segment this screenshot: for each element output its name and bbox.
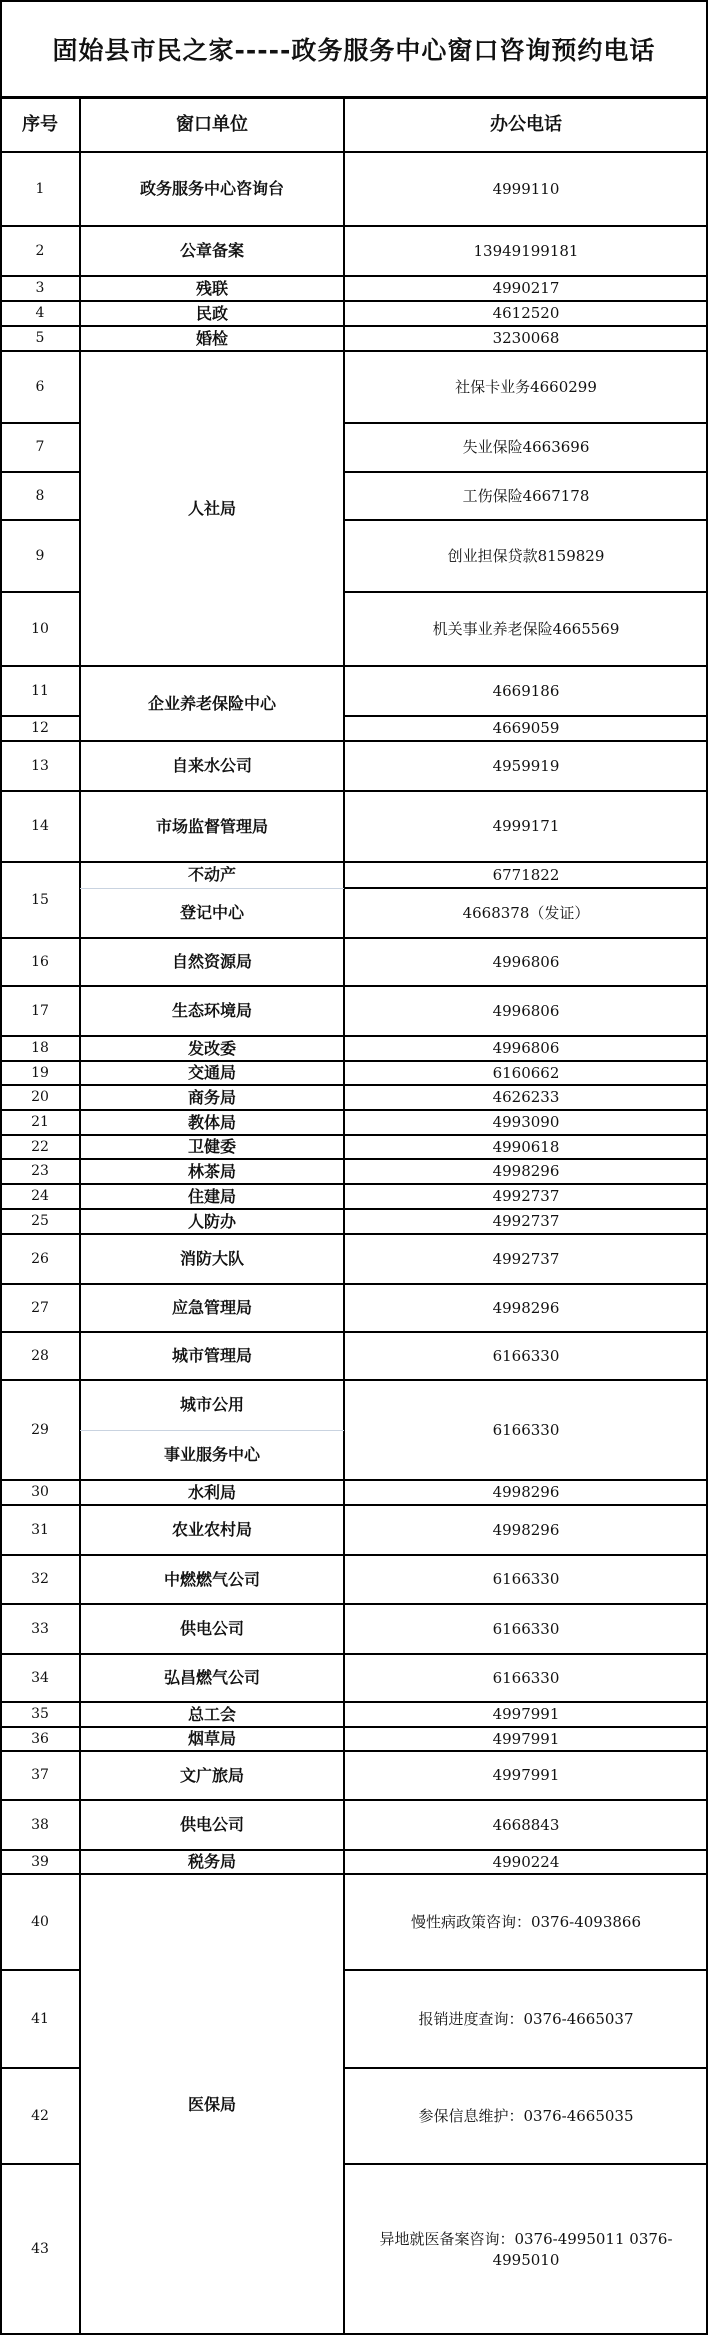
table-gridline xyxy=(344,1701,708,1703)
table-gridline xyxy=(0,591,80,593)
table-gridline xyxy=(344,275,708,277)
row-phone: 机关事业养老保险4665569 xyxy=(432,619,620,638)
table-gridline xyxy=(0,1849,80,1851)
row-seq: 19 xyxy=(31,1064,49,1081)
table-gridline xyxy=(0,1479,80,1481)
table-gridline xyxy=(344,300,708,302)
row-seq: 10 xyxy=(31,620,49,637)
row-unit: 交通局 xyxy=(187,1063,236,1083)
row-unit: 应急管理局 xyxy=(171,1298,252,1318)
row-unit: 登记中心 xyxy=(179,903,244,923)
row-unit: 公章备案 xyxy=(179,241,244,261)
table-gridline xyxy=(0,422,80,424)
row-unit: 卫健委 xyxy=(187,1137,236,1157)
table-gridline xyxy=(80,790,344,792)
table-gridline xyxy=(344,1283,708,1285)
row-unit: 烟草局 xyxy=(187,1729,236,1749)
table-gridline xyxy=(344,1969,708,1971)
table-gridline xyxy=(343,98,345,2335)
row-seq: 43 xyxy=(31,2241,49,2258)
row-phone: 4992737 xyxy=(492,1212,560,1231)
table-gridline xyxy=(0,1653,80,1655)
table-gridline xyxy=(344,1084,708,1086)
row-phone: 参保信息维护：0376-4665035 xyxy=(418,2106,634,2125)
row-seq: 6 xyxy=(35,378,45,395)
table-gridline xyxy=(80,325,344,327)
row-phone: 失业保险4663696 xyxy=(462,438,590,457)
table-gridline xyxy=(80,665,344,667)
table-gridline xyxy=(0,1060,80,1062)
table-gridline xyxy=(344,1873,708,1875)
table-gridline xyxy=(0,325,80,327)
row-seq: 39 xyxy=(31,1853,49,1870)
row-seq: 16 xyxy=(31,953,49,970)
table-gridline xyxy=(344,740,708,742)
row-unit: 税务局 xyxy=(187,1852,236,1872)
row-phone: 4999171 xyxy=(492,817,560,836)
row-unit: 自来水公司 xyxy=(171,756,252,776)
table-gridline xyxy=(79,98,81,2335)
row-unit: 城市管理局 xyxy=(171,1346,252,1366)
row-seq: 29 xyxy=(31,1421,49,1438)
table-gridline xyxy=(0,740,80,742)
row-unit: 发改委 xyxy=(187,1038,236,1058)
row-phone: 4998296 xyxy=(492,1520,560,1539)
row-phone: 4990217 xyxy=(492,279,560,298)
table-gridline xyxy=(0,1109,80,1111)
row-unit: 生态环境局 xyxy=(171,1001,252,1021)
row-seq: 27 xyxy=(31,1299,49,1316)
row-phone: 4997991 xyxy=(492,1729,560,1748)
row-phone: 4998296 xyxy=(492,1483,560,1502)
table-gridline xyxy=(0,1750,80,1752)
row-phone: 4668378（发证） xyxy=(462,903,590,922)
table-gridline xyxy=(344,1208,708,1210)
table-border-top xyxy=(0,97,708,99)
row-unit: 农业农村局 xyxy=(171,1520,252,1540)
row-unit: 城市公用 xyxy=(179,1395,244,1415)
row-seq: 26 xyxy=(31,1250,49,1267)
table-gridline xyxy=(80,740,344,742)
table-gridline xyxy=(344,1726,708,1728)
table-gridline xyxy=(344,1603,708,1605)
table-gridline xyxy=(344,1849,708,1851)
table-gridline xyxy=(0,300,80,302)
row-unit: 水利局 xyxy=(187,1482,236,1502)
row-phone: 4993090 xyxy=(492,1113,560,1132)
table-gridline xyxy=(0,937,80,939)
table-gridline xyxy=(344,1799,708,1801)
table-gridline xyxy=(80,1726,344,1728)
table-gridline xyxy=(80,1554,344,1556)
table-gridline xyxy=(80,1331,344,1333)
table-gridline xyxy=(80,985,344,987)
table-gridline xyxy=(0,1504,80,1506)
table-gridline xyxy=(0,1183,80,1185)
table-gridline xyxy=(80,350,344,352)
table-gridline xyxy=(80,1109,344,1111)
row-seq: 36 xyxy=(31,1730,49,1747)
row-seq: 13 xyxy=(31,757,49,774)
table-gridline xyxy=(0,665,80,667)
page-title: 固始县市民之家-----政务服务中心窗口咨询预约电话 xyxy=(0,0,708,98)
header-unit: 窗口单位 xyxy=(176,113,248,135)
row-phone: 4959919 xyxy=(492,756,560,775)
table-gridline xyxy=(344,325,708,327)
table-inner-divider xyxy=(80,888,344,889)
row-unit: 残联 xyxy=(195,278,228,298)
table-gridline xyxy=(80,1233,344,1235)
table-gridline xyxy=(80,937,344,939)
row-phone: 6166330 xyxy=(492,1619,560,1638)
table-gridline xyxy=(0,1969,80,1971)
table-gridline xyxy=(344,2067,708,2069)
row-unit: 医保局 xyxy=(187,2094,236,2114)
row-unit: 婚检 xyxy=(195,328,228,348)
table-gridline xyxy=(0,1379,80,1381)
row-phone: 6166330 xyxy=(492,1570,560,1589)
row-phone: 4990618 xyxy=(492,1137,560,1156)
table-gridline xyxy=(0,1158,80,1160)
table-gridline xyxy=(80,1603,344,1605)
row-phone: 慢性病政策咨询：0376-4093866 xyxy=(410,1912,642,1931)
table-gridline xyxy=(344,1134,708,1136)
table-gridline xyxy=(344,519,708,521)
row-seq: 38 xyxy=(31,1816,49,1833)
table-gridline xyxy=(0,1283,80,1285)
table-gridline xyxy=(0,1233,80,1235)
row-unit: 政务服务中心咨询台 xyxy=(139,179,284,199)
table-gridline xyxy=(344,1183,708,1185)
table-gridline xyxy=(0,275,80,277)
row-unit: 不动产 xyxy=(187,865,236,885)
table-gridline xyxy=(0,2163,80,2165)
row-seq: 9 xyxy=(35,547,45,564)
table-gridline xyxy=(80,1084,344,1086)
row-phone: 6166330 xyxy=(492,1346,560,1365)
table-gridline xyxy=(344,1750,708,1752)
table-gridline xyxy=(80,1750,344,1752)
table-gridline xyxy=(0,519,80,521)
table-gridline xyxy=(344,1233,708,1235)
table-gridline xyxy=(344,715,708,717)
table-gridline xyxy=(0,1208,80,1210)
row-unit: 人防办 xyxy=(187,1211,236,1231)
table-gridline xyxy=(344,887,708,889)
table-gridline xyxy=(0,861,80,863)
row-phone: 4626233 xyxy=(492,1088,560,1107)
table-border-left xyxy=(0,98,2,2335)
table-gridline xyxy=(344,1504,708,1506)
row-seq: 28 xyxy=(31,1347,49,1364)
row-unit: 民政 xyxy=(195,303,228,323)
table-gridline xyxy=(0,2067,80,2069)
row-phone: 4996806 xyxy=(492,1039,560,1058)
table-gridline xyxy=(80,861,344,863)
row-phone: 4998296 xyxy=(492,1298,560,1317)
row-phone: 4999110 xyxy=(492,179,560,198)
row-seq: 3 xyxy=(35,280,45,297)
row-phone: 4996806 xyxy=(492,952,560,971)
table-gridline xyxy=(80,1134,344,1136)
table-gridline xyxy=(344,1158,708,1160)
table-gridline xyxy=(0,715,80,717)
header-seq: 序号 xyxy=(22,113,58,135)
row-phone: 4996806 xyxy=(492,1001,560,1020)
row-seq: 5 xyxy=(35,330,45,347)
table-gridline xyxy=(0,985,80,987)
row-phone: 4992737 xyxy=(492,1187,560,1206)
row-unit: 消防大队 xyxy=(179,1249,244,1269)
row-unit: 企业养老保险中心 xyxy=(147,693,276,713)
table-gridline xyxy=(344,350,708,352)
row-phone: 4998296 xyxy=(492,1162,560,1181)
table-gridline xyxy=(80,1208,344,1210)
table-gridline xyxy=(80,1283,344,1285)
table-gridline xyxy=(344,1379,708,1381)
row-seq: 1 xyxy=(35,180,45,197)
row-seq: 2 xyxy=(35,242,45,259)
table-gridline xyxy=(0,1701,80,1703)
row-seq: 12 xyxy=(31,720,49,737)
row-phone: 4990224 xyxy=(492,1852,560,1871)
table-gridline xyxy=(0,225,80,227)
table-gridline xyxy=(0,350,80,352)
row-phone: 13949199181 xyxy=(473,241,579,260)
row-seq: 41 xyxy=(31,2010,49,2027)
table-gridline xyxy=(344,1554,708,1556)
row-phone: 创业担保贷款8159829 xyxy=(447,546,605,565)
row-seq: 22 xyxy=(31,1138,49,1155)
table-gridline xyxy=(80,1060,344,1062)
row-seq: 31 xyxy=(31,1521,49,1538)
table-gridline xyxy=(80,1653,344,1655)
row-seq: 15 xyxy=(31,891,49,908)
row-unit: 弘昌燃气公司 xyxy=(163,1668,260,1688)
row-phone: 4612520 xyxy=(492,304,560,323)
table-inner-divider xyxy=(80,1430,344,1431)
row-unit: 市场监督管理局 xyxy=(155,816,268,836)
row-seq: 21 xyxy=(31,1114,49,1131)
row-seq: 23 xyxy=(31,1163,49,1180)
row-seq: 17 xyxy=(31,1002,49,1019)
table-gridline xyxy=(344,861,708,863)
table-gridline xyxy=(80,1035,344,1037)
table-gridline xyxy=(344,422,708,424)
row-seq: 24 xyxy=(31,1188,49,1205)
row-seq: 34 xyxy=(31,1669,49,1686)
table-gridline xyxy=(0,1726,80,1728)
row-seq: 4 xyxy=(35,305,45,322)
table-gridline xyxy=(0,1603,80,1605)
table-gridline xyxy=(80,1849,344,1851)
row-phone: 4992737 xyxy=(492,1249,560,1268)
row-phone: 3230068 xyxy=(492,329,560,348)
table-gridline xyxy=(80,1183,344,1185)
table-gridline xyxy=(344,985,708,987)
row-seq: 8 xyxy=(35,487,45,504)
row-seq: 32 xyxy=(31,1571,49,1588)
row-phone: 4669059 xyxy=(492,719,560,738)
row-phone: 4669186 xyxy=(492,681,560,700)
table-gridline xyxy=(344,937,708,939)
row-unit: 人社局 xyxy=(187,498,236,518)
table-gridline xyxy=(0,1873,80,1875)
row-unit: 事业服务中心 xyxy=(163,1445,260,1465)
row-unit: 供电公司 xyxy=(179,1619,244,1639)
row-seq: 14 xyxy=(31,818,49,835)
table-gridline xyxy=(0,790,80,792)
table-gridline xyxy=(344,1653,708,1655)
table-gridline xyxy=(344,1331,708,1333)
row-unit: 教体局 xyxy=(187,1112,236,1132)
row-phone: 6771822 xyxy=(492,865,560,884)
table-gridline xyxy=(80,1799,344,1801)
row-phone: 社保卡业务4660299 xyxy=(455,377,597,396)
header-phone: 办公电话 xyxy=(490,113,562,135)
table-gridline xyxy=(80,300,344,302)
table-gridline xyxy=(344,1035,708,1037)
row-unit: 林茶局 xyxy=(187,1161,236,1181)
table-gridline xyxy=(344,665,708,667)
row-unit: 中燃燃气公司 xyxy=(163,1569,260,1589)
table-gridline xyxy=(0,151,708,153)
table-gridline xyxy=(344,225,708,227)
row-phone: 4997991 xyxy=(492,1705,560,1724)
row-seq: 42 xyxy=(31,2107,49,2124)
row-phone: 6166330 xyxy=(492,1420,560,1439)
row-seq: 30 xyxy=(31,1484,49,1501)
table-gridline xyxy=(0,471,80,473)
row-unit: 文广旅局 xyxy=(179,1765,244,1785)
row-seq: 7 xyxy=(35,439,45,456)
table-gridline xyxy=(344,1060,708,1062)
table-gridline xyxy=(344,2163,708,2165)
table-gridline xyxy=(344,471,708,473)
row-unit: 自然资源局 xyxy=(171,952,252,972)
table-gridline xyxy=(0,1331,80,1333)
table-gridline xyxy=(80,1479,344,1481)
row-unit: 住建局 xyxy=(187,1186,236,1206)
table-gridline xyxy=(0,1799,80,1801)
table-gridline xyxy=(344,790,708,792)
table-gridline xyxy=(80,1701,344,1703)
row-phone: 6160662 xyxy=(492,1063,560,1082)
table-gridline xyxy=(0,1084,80,1086)
row-seq: 11 xyxy=(31,682,49,699)
table-gridline xyxy=(80,1873,344,1875)
row-unit: 供电公司 xyxy=(179,1815,244,1835)
row-unit: 总工会 xyxy=(187,1704,236,1724)
row-seq: 35 xyxy=(31,1706,49,1723)
row-seq: 33 xyxy=(31,1620,49,1637)
row-phone: 4668843 xyxy=(492,1815,560,1834)
row-seq: 40 xyxy=(31,1913,49,1930)
table-gridline xyxy=(344,1109,708,1111)
row-phone: 6166330 xyxy=(492,1668,560,1687)
table-gridline xyxy=(344,591,708,593)
table-gridline xyxy=(80,1158,344,1160)
row-phone: 4997991 xyxy=(492,1766,560,1785)
row-seq: 18 xyxy=(31,1040,49,1057)
row-seq: 20 xyxy=(31,1089,49,1106)
table-gridline xyxy=(80,225,344,227)
table-gridline xyxy=(80,275,344,277)
row-seq: 25 xyxy=(31,1213,49,1230)
table-gridline xyxy=(0,1134,80,1136)
row-phone: 报销进度查询：0376-4665037 xyxy=(418,2009,634,2028)
row-phone: 工伤保险4667178 xyxy=(462,486,590,505)
table-gridline xyxy=(80,1504,344,1506)
row-unit: 商务局 xyxy=(187,1087,236,1107)
table-gridline xyxy=(0,1554,80,1556)
row-phone: 异地就医备案咨询：0376-4995011 0376-4995010 xyxy=(379,2230,673,2269)
table-gridline xyxy=(80,1379,344,1381)
table-gridline xyxy=(344,1479,708,1481)
row-seq: 37 xyxy=(31,1767,49,1784)
table-gridline xyxy=(0,1035,80,1037)
